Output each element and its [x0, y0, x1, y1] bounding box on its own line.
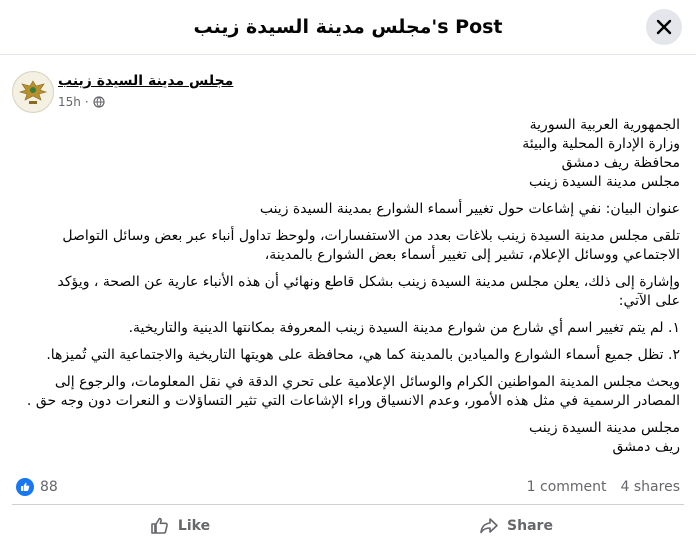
paragraph-gap [12, 265, 680, 273]
post-actions [12, 508, 684, 544]
post-text-line: المصادر الرسمية في مثل هذه الأمور، وعدم الانسياق وراء الإشاعات التي تثير التساؤلات و النعرات دون وجه حق . [26, 393, 680, 409]
actions-divider [12, 504, 684, 505]
paragraph-gap [12, 338, 680, 346]
page-name-link[interactable]: مجلس مدينة السيدة زينب [58, 73, 234, 89]
post-text-line: ريف دمشق [612, 439, 680, 455]
post-text-line: وزارة الإدارة المحلية والبيئة [522, 136, 680, 152]
post-meta [58, 95, 105, 109]
post-time[interactable]: 15h [58, 95, 81, 109]
post-header [0, 65, 696, 117]
share-button[interactable] [348, 508, 684, 544]
paragraph-gap [12, 311, 680, 319]
dialog-header [0, 0, 696, 55]
post-text-line: عنوان البيان: نفي إشاعات حول تغيير أسماء الشوارع بمدينة السيدة زينب [259, 201, 680, 217]
paragraph-gap [12, 192, 680, 200]
post-text-line: تلقى مجلس مدينة السيدة زينب بلاغات بعدد من الاستفسارات، ولوحظ تداول أنباء عبر بعض وسائل التواصل [62, 228, 680, 244]
post-text-line: ١. لم يتم تغيير اسم أي شارع من شوارع مدينة السيدة زينب المعروفة بمكانتها الدينية والتاريخية. [128, 320, 680, 336]
post-text [0, 116, 696, 457]
post-text-line: وإشارة إلى ذلك، يعلن مجلس مدينة السيدة زينب بشكل قاطع ونهائي أن هذه الأنباء عارية عن الصحة ، ويؤكد [57, 274, 680, 290]
post-text-line: مجلس مدينة السيدة زينب [528, 174, 680, 190]
paragraph-gap [12, 365, 680, 373]
meta-separator: · [84, 95, 89, 109]
dialog-title: مجلس مدينة السيدة زينب's Post [193, 16, 503, 38]
post-text-line: مجلس مدينة السيدة زينب [528, 420, 680, 436]
eagle-emblem-icon [13, 72, 53, 112]
share-label: Share [507, 518, 553, 534]
comment-count[interactable]: 1 comment [526, 479, 607, 495]
globe-icon [93, 96, 105, 108]
post-text-line: الاجتماعي ووسائل الإعلام، تشير إلى تغيير أسماء بعض الشوارع بالمدينة، [264, 247, 680, 263]
paragraph-gap [12, 411, 680, 419]
like-count[interactable]: 88 [40, 479, 58, 495]
post-text-line: ٢. تظل جميع أسماء الشوارع والميادين بالمدينة كما هي، محافظة على هويتها التاريخية والاجتماعية التي تُميزها. [46, 347, 680, 363]
close-button[interactable] [646, 9, 682, 45]
post-text-line: على الآتي: [618, 293, 680, 309]
avatar[interactable] [12, 71, 54, 113]
post-stats [0, 474, 696, 500]
post-text-line: الجمهورية العربية السورية [529, 117, 680, 133]
close-icon [656, 19, 672, 35]
paragraph-gap [12, 219, 680, 227]
thumbs-up-icon [150, 516, 170, 536]
share-arrow-icon [479, 516, 499, 536]
like-button[interactable] [12, 508, 348, 544]
like-reaction-icon[interactable] [16, 478, 34, 496]
share-count[interactable]: 4 shares [620, 479, 680, 495]
like-label: Like [177, 518, 211, 534]
post-text-line: ويحث مجلس المدينة المواطنين الكرام والوسائل الإعلامية على تحري الدقة في نقل المعلومات، والرجوع إلى [54, 374, 680, 390]
post-text-line: محافظة ريف دمشق [561, 155, 680, 171]
